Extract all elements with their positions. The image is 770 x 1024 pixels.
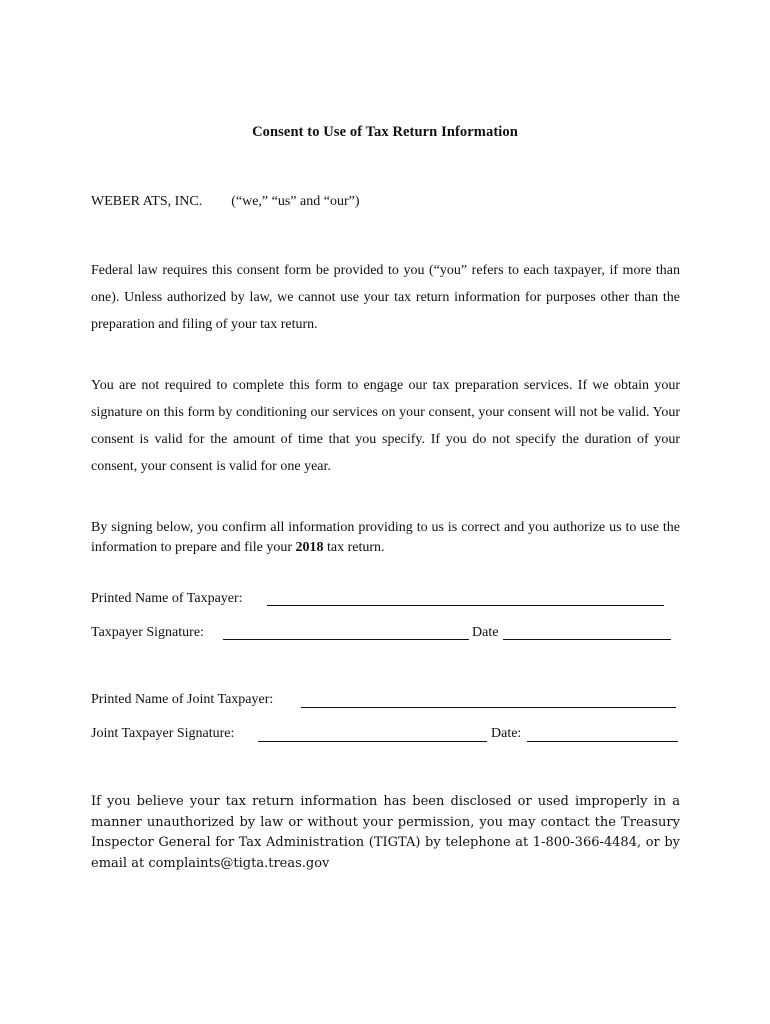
- document-title: Consent to Use of Tax Return Information: [252, 124, 518, 140]
- paragraph-tigta: If you believe your tax return information has been disclosed or used improperly in a manner unauthorized by law or without your permission, you may contact the Treasury Inspector General for Tax Administration (TIGTA) by telephone at 1-800-366-4484, or by email at complaints@tigta.treas.gov: [91, 794, 680, 871]
- joint-signature-label: Joint Taxpayer Signature:: [91, 726, 235, 741]
- company-alias: (“we,” “us” and “our”): [231, 194, 360, 209]
- paragraph-authorize: [91, 518, 680, 557]
- taxpayer-signature-field[interactable]: [223, 638, 469, 640]
- taxpayer-signature-label: Taxpayer Signature:: [91, 625, 204, 640]
- company-name: WEBER ATS, INC.: [91, 194, 203, 209]
- paragraph-not-required: You are not required to complete this form to engage our tax preparation services. If we obtain your signature on this form by conditioning our services on your consent, your consent will not be valid. Your consent is valid for the amount of time that you specify. If you do not specify the duration of your consent, your consent is valid for one year.: [91, 378, 680, 474]
- joint-date-field[interactable]: [527, 740, 678, 742]
- authorize-text: By signing below, you confirm all information providing to us is correct and you authorize us to use the information to prepare and file your: [91, 520, 680, 555]
- taxpayer-date-field[interactable]: [503, 638, 671, 640]
- paragraph-federal-law: Federal law requires this consent form be provided to you (“you” refers to each taxpayer, if more than one). Unless authorized by law, we cannot use your tax return information for purposes other than the preparation and filing of your tax return.: [91, 263, 680, 332]
- printed-name-taxpayer-field[interactable]: [267, 604, 664, 606]
- printed-name-joint-field[interactable]: [301, 706, 676, 708]
- joint-signature-field[interactable]: [258, 740, 487, 742]
- printed-name-joint-label: Printed Name of Joint Taxpayer:: [91, 692, 274, 707]
- date-label: Date: [472, 625, 499, 640]
- printed-name-taxpayer-label: Printed Name of Taxpayer:: [91, 591, 243, 606]
- joint-date-label: Date:: [491, 726, 522, 741]
- tax-year: 2018: [295, 539, 324, 555]
- company-line: [91, 194, 360, 210]
- authorize-text-end: tax return.: [323, 539, 385, 555]
